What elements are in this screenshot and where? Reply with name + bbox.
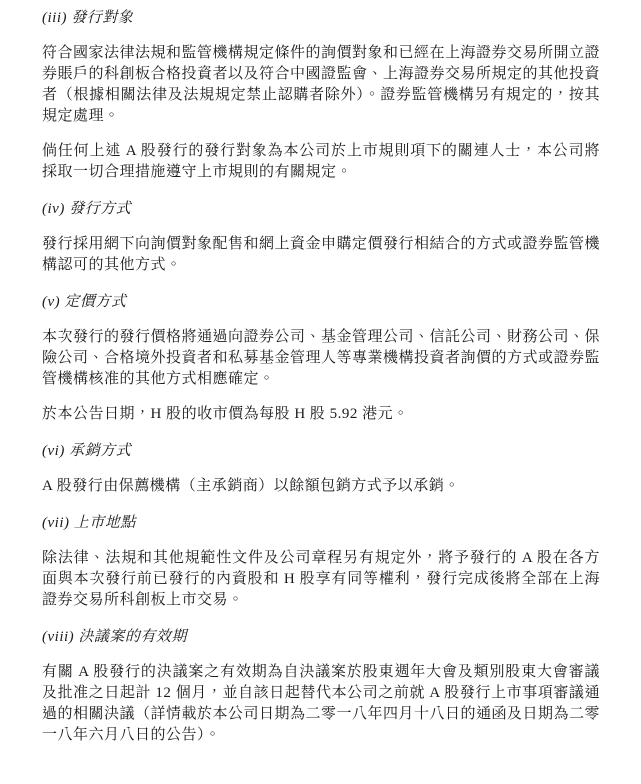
section-iii-issue-targets: [42, 8, 600, 183]
section-heading: (vii) 上市地點: [42, 515, 136, 531]
paragraph: 倘任何上述 A 股發行的發行對象為本公司於上市規則項下的關連人士，本公司將採取一切合理措施遵守上市規則的有關規定。: [42, 143, 600, 180]
section-vi-underwriting-method: [42, 441, 600, 497]
paragraph: 有關 A 股發行的決議案之有效期為自決議案於股東週年大會及類別股東大會審議及批准之日起計 12 個月，並自該日起替代本公司之前就 A 股發行上市事項審議通過的相關決議（詳情載於本公司日期為二零一八年四月十八日的通函及日期為二零一八年六月八日的公告）。: [42, 664, 601, 743]
section-heading: (iv) 發行方式: [42, 201, 132, 217]
section-heading: (v) 定價方式: [42, 294, 127, 310]
section-heading: (iii) 發行對象: [42, 10, 134, 26]
section-viii-resolution-validity: [42, 627, 600, 746]
paragraph: 於本公告日期，H 股的收市價為每股 H 股 5.92 港元。: [42, 406, 409, 422]
section-heading: (viii) 決議案的有效期: [42, 629, 187, 645]
section-vii-listing-place: [42, 513, 600, 611]
paragraph: A 股發行由保薦機構（主承銷商）以餘額包銷方式予以承銷。: [42, 478, 460, 494]
paragraph: 除法律、法規和其他規範性文件及公司章程另有規定外，將予發行的 A 股在各方面與本次發行前已發行的內資股和 H 股享有同等權利，發行完成後將全部在上海證券交易所科創板上市交易。: [42, 550, 600, 608]
section-v-pricing-method: [42, 292, 600, 425]
paragraph: 符合國家法律法規和監管機構規定條件的詢價對象和已經在上海證券交易所開立證券賬戶的科創板合格投資者以及符合中國證監會、上海證券交易所規定的其他投資者（根據相關法律及法規規定禁止認購者除外）。證券監管機構另有規定的，按其規定處理。: [42, 45, 601, 124]
paragraph: 發行採用網下向詢價對象配售和網上資金申購定價發行相結合的方式或證券監管機構認可的其他方式。: [42, 236, 601, 273]
section-iv-issue-method: [42, 199, 600, 276]
section-heading: (vi) 承銷方式: [42, 443, 132, 459]
paragraph: 本次發行的發行價格將通過向證券公司、基金管理公司、信託公司、財務公司、保險公司、合格境外投資者和私募基金管理人等專業機構投資者詢價的方式或證券監管機構核准的其他方式相應確定。: [42, 329, 601, 387]
